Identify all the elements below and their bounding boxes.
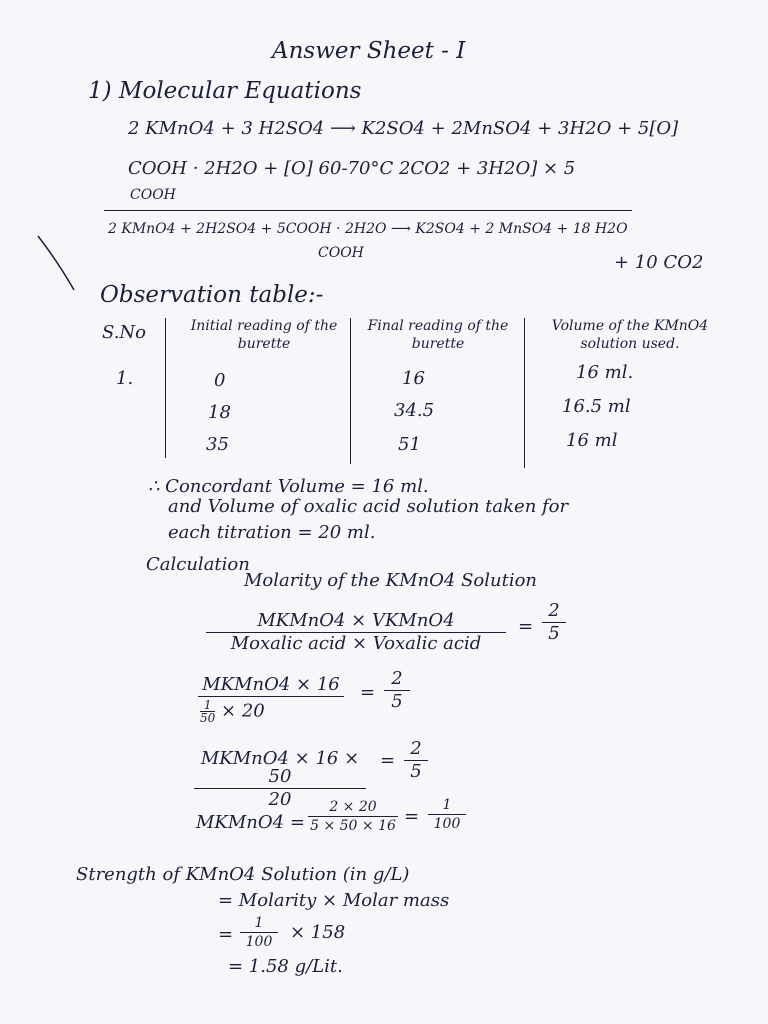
- ratio-fraction-2: [384, 670, 410, 711]
- table-cell-final: 51: [398, 434, 421, 455]
- table-cell-final: 16: [402, 368, 425, 389]
- oxalic-volume-line: and Volume of oxalic acid solution taken for: [168, 496, 569, 517]
- table-cell-final: 34.5: [394, 400, 435, 421]
- fraction-denominator: 50: [200, 711, 216, 725]
- molarity-result-label: MKMnO4 =: [196, 812, 305, 833]
- strength-multiplier: × 158: [290, 922, 346, 943]
- column-header-volume: Volume of the KMnO4 solution used.: [551, 318, 709, 352]
- calculation-heading: Calculation: [146, 554, 250, 575]
- fraction-denominator: 5 × 50 × 16: [310, 818, 396, 834]
- molarity-fraction-2: [198, 676, 344, 724]
- equation-3: 2 KMnO4 + 2H2SO4 + 5COOH · 2H2O ⟶ K2SO4 + 2 MnSO4 + 18 H2O: [108, 221, 628, 237]
- fraction-tail: × 20: [221, 700, 265, 722]
- fraction-denominator: 100: [433, 816, 461, 832]
- fraction-numerator: 2 × 20: [308, 800, 398, 817]
- equation-3-tail: + 10 CO2: [614, 252, 704, 273]
- observation-heading: Observation table:-: [100, 282, 324, 308]
- equals-sign: =: [518, 616, 534, 637]
- equation-2: COOH · 2H2O + [O] 60-70°C 2CO2 + 3H2O] × 5: [128, 158, 576, 179]
- fraction-denominator: Moxalic acid × Voxalic acid: [230, 633, 482, 654]
- fraction-denominator: 20: [268, 789, 292, 810]
- table-cell-volume: 16 ml: [566, 430, 618, 451]
- fraction-denominator: 5: [391, 691, 403, 712]
- fraction-numerator: 1: [240, 916, 278, 933]
- fraction-numerator: MKMnO4 × VKMnO4: [206, 612, 506, 633]
- fraction-numerator: 2: [542, 602, 566, 623]
- molarity-result-fraction: [428, 798, 466, 831]
- fraction-denominator: 5: [548, 623, 560, 644]
- section-heading-equations: 1) Molecular Equations: [88, 78, 362, 104]
- fraction-numerator: 2: [404, 740, 428, 761]
- molarity-fraction-4: [308, 800, 398, 833]
- fraction-denominator: 100: [245, 934, 273, 950]
- page-title: Answer Sheet - I: [272, 38, 466, 64]
- ratio-fraction-1: [542, 602, 566, 643]
- column-header-final: Final reading of the burette: [367, 318, 509, 352]
- table-cell-initial: 18: [208, 402, 231, 423]
- oxalic-volume-line: each titration = 20 ml.: [168, 522, 376, 543]
- concordant-volume: ∴ Concordant Volume = 16 ml.: [148, 476, 429, 497]
- fraction-denominator: 5: [410, 761, 422, 782]
- margin-mark: [30, 232, 80, 294]
- table-cell-sno: 1.: [116, 368, 134, 389]
- fraction-numerator: 1: [428, 798, 466, 815]
- molarity-fraction-1: [206, 612, 506, 653]
- equals-sign: =: [380, 750, 396, 771]
- table-divider-2: [350, 318, 351, 464]
- fraction-numerator: MKMnO4 × 16 × 50: [194, 750, 366, 789]
- column-header-initial: Initial reading of the burette: [190, 318, 338, 352]
- table-cell-volume: 16 ml.: [576, 362, 634, 383]
- equals-sign: =: [360, 682, 376, 703]
- equation-divider: [104, 210, 632, 211]
- strength-formula: = Molarity × Molar mass: [218, 890, 450, 911]
- column-header-sno: S.No: [102, 322, 146, 343]
- calculation-subheading: Molarity of the KMnO4 Solution: [244, 570, 538, 591]
- fraction-numerator: 1: [200, 699, 215, 712]
- table-divider-3: [524, 318, 525, 468]
- equation-1: 2 KMnO4 + 3 H2SO4 ⟶ K2SO4 + 2MnSO4 + 3H2O + 5[O]: [128, 118, 679, 139]
- fraction-numerator: MKMnO4 × 16: [198, 676, 344, 697]
- equals-sign: =: [404, 806, 420, 827]
- strength-result: = 1.58 g/Lit.: [228, 956, 343, 977]
- table-divider-1: [165, 318, 166, 458]
- equation-2-sub: COOH: [130, 187, 176, 203]
- table-cell-volume: 16.5 ml: [562, 396, 631, 417]
- equation-3-sub: COOH: [318, 245, 364, 261]
- equals-sign: =: [218, 924, 234, 945]
- table-cell-initial: 0: [214, 370, 226, 391]
- ratio-fraction-3: [404, 740, 428, 781]
- table-cell-initial: 35: [206, 434, 229, 455]
- strength-fraction: [240, 916, 278, 949]
- strength-heading: Strength of KMnO4 Solution (in g/L): [76, 864, 410, 885]
- fraction-numerator: 2: [384, 670, 410, 691]
